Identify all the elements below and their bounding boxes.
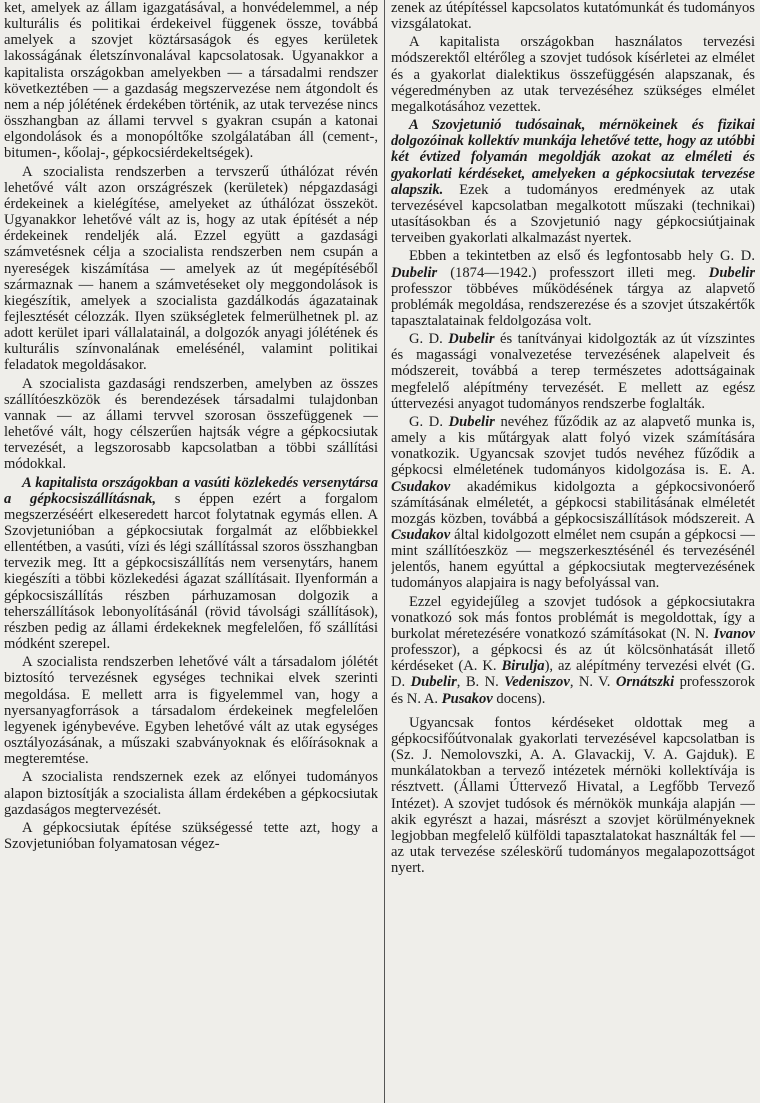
left-column [4, 0, 378, 1103]
body-text: zenek az útépítéssel kapcsolatos kutatómunkát és tudományos vizsgálatokat. [391, 0, 755, 33]
body-text: (1874—1942.) professzort illeti meg. [437, 264, 709, 281]
emphasis-text: Ivanov [713, 625, 755, 642]
body-text: Ezek a tudományos eredmények az utak tervezésével kapcsolatban megalkotott műszaki (technikai) utasításokban és a Szovjetunió nagy gépkocsiútjainak terveiben gyakorlati alkalmazást nyertek. [391, 181, 755, 247]
body-text: , N. V. [569, 674, 616, 691]
body-text: professzor), a gépkocsi és az út kölcsönhatását illető kérdéseket (A. K. [391, 642, 755, 675]
emphasis-text: Dubelir [448, 331, 495, 348]
emphasis-text: A Szovjetunió tudósainak, mérnökeinek és fizikai dolgozóinak kollektív munkája lehetővé tette, hogy az utóbbi két évtized folyamán megoldják azokat az elméleti és gyakorlati kérdéseket, amelyeken a gépkocsiutak tervezése alapszik. [391, 117, 755, 198]
right-column [391, 0, 755, 1103]
column-divider [384, 0, 385, 1103]
paragraph-r1 [391, 0, 755, 32]
paragraph-l3 [4, 376, 378, 473]
body-text: ket, amelyek az állam igazgatásával, a honvédelemmel, a nép kulturális és politikai érdekeivel függenek össze, továbbá amelyek a szovjet köztársaságok és egyes kerületek lakosságának életszínvonalával kapcsolatosak. Ugyanakkor a kapitalista országokban amelyekben — a társadalmi rendszer következtében — a gazdaság megszervezése nem átgondolt és nem a nép jólétének érdekében történik, az utak tervezése nincs összhangban az állami tervvel s gyakran csupán a katonai elgondolások és a monopóltőke szolgálatában áll (cement-, bitumen-, kőolaj-, gépkocsiérdekeltségek). [4, 0, 378, 162]
body-text: és tanítványai kidolgozták az út vízszintes és magassági vonalvezetése tervezésének alapelveit és módszereit, továbbá a terep természetes adottságainak megfelelő alépítmény tervezését. E mellett az egész úttervezési anyagot tudományos rendszerbe foglalták. [391, 331, 755, 412]
body-text: professzor többéves működésének tárgya az alapvető problémák megoldása, rendszerezése és a szovjet útszakértők tapasztalatainak feldolgozása volt. [391, 280, 755, 329]
body-text: által kidolgozott elmélet nem csupán a gépkocsi — mint szállítóeszköz — megszerkesztésénél és tervezésénél jelentős, hanem egyúttal a gépkocsiutak megtervezésének tudományos alapjaira is nagy befolyással van. [391, 527, 755, 592]
body-text: A gépkocsiutak építése szükségessé tette azt, hogy a Szovjetunióban folyamatosan végez- [4, 819, 378, 852]
paragraph-r3 [391, 117, 755, 246]
body-text: ), az alépítmény tervezési elvét (G. D. [391, 658, 755, 691]
emphasis-text: Dubelir [448, 413, 495, 430]
paragraph-r6 [391, 414, 755, 592]
body-text: , B. N. [456, 674, 505, 691]
body-text: akadémikus kidolgozta a gépkocsivonóerő számításának elméletét, a gépkocsi stabilitásának elméletét mozgás közben, továbbá a gépkocsiszállítások módszereit. A [391, 478, 755, 527]
body-text: Ebben a tekintetben az első és legfontosabb hely G. D. [409, 248, 755, 265]
body-text: G. D. [409, 331, 449, 348]
paragraph-l6 [4, 769, 378, 817]
paragraph-r5 [391, 331, 755, 412]
emphasis-text: Ornátszki [615, 674, 675, 691]
body-text: A szocialista rendszerben a tervszerű úthálózat révén lehetővé vált azon országrészek (kerületek) népgazdasági érdekeinek a kielégítése, amelyeket az úthálózat összeköt. Ugyanakkor lehetővé vált az is, hogy az utak építését a nép érdekeinek rendeljék alá. Ezzel együtt a gazdasági számvetésnek célja a szocialista rendszerben nem csupán a nyereségek kiszámítása — amelyek az út megépítéséből származnak — hanem a számvetéseket oly meggondolások is kiegészítik, amelyek a szocialista gazdálkodás ágazatainak fejlesztését célozzák. Ilyen szükségletek felmerülhetnek pl. az adott kerület ipari vállalatainál, a dolgozók anyagi jólétének és kulturális színvonalának emelésénél, valamint politikai feladatok megoldásakor. [4, 163, 378, 374]
paragraph-l7 [4, 820, 378, 852]
emphasis-text: Dubelir [708, 264, 755, 281]
paragraph-r2 [391, 34, 755, 115]
body-text: professzorok és N. A. [391, 674, 755, 707]
body-text: docens). [492, 690, 546, 707]
body-text: A szocialista rendszerben lehetővé vált a társadalom jólétét biztosító tervezésnek egységes technikai elvek szerinti megoldása. E mellett arra is figyelemmel van, hogy a nyersanyagforrások a társadalom érdekeinek megfelelően legyenek igénybevéve. Egyben lehetővé vált az utak egységes osztályozásának, a műszaki szabványoknak és előírásoknak a megteremtése. [4, 654, 378, 768]
emphasis-text: Pusakov [441, 690, 493, 707]
emphasis-text: A kapitalista országokban a vasúti közlekedés versenytársa a gépkocsiszállításnak, [4, 474, 378, 507]
body-text: Ugyancsak fontos kérdéseket oldottak meg a gépkocsifőútvonalak gyakorlati tervezésével kapcsolatban is (Sz. J. Nemolovszki, A. A. Glavackij, V. A. Gajduk). E munkálatokban a tervező intézetek mérnöki kollektívája is résztvett. (Állami Úttervező Hivatal, a Legfőbb Tervező Intézet). A szovjet tudósok és mérnökök munkája alapján — akik egyrészt a hazai, másrészt a szovjet körülményeknek legjobban megfelelő külföldi tapasztalatokat használták fel — az utak tervezése széleskörű tudományos megalapozottságot nyert. [391, 714, 755, 877]
emphasis-text: Birulja [501, 658, 545, 675]
body-text: nevéhez fűződik az az alapvető munka is, amely a kis műtárgyak alatt folyó vizek számítására vonatkozik. Ugyancsak szovjet tudós nevéhez fűződik a gépkocsi elméletének tudományos kidolgozása is. E. A. [391, 413, 755, 479]
paragraph-l1 [4, 0, 378, 162]
body-text: s éppen ezért a forgalom megszerzéséért elkeseredett harcot folytatnak egymás ellen. A Szovjetunióban a gépkocsiutak forgalmát az előbbiekkel ellentétben, a vasúti, vízi és légi szállítással szoros összhangban tervezik meg. Itt a gépkocsiszállítás nem versenytárs, hanem kiegészíti a többi közlekedési ágazat szállításait. Ilyenformán a gépkocsiszállítás részben párhuzamosan dolgozik a teherszállítások lebonyolításánál (rövid távolsági szállítások), részben pedig az állami érdekeknek megfelelően, fő szállítási módként szerepel. [4, 490, 378, 653]
emphasis-text: Dubelir [410, 674, 457, 691]
paragraph-l2 [4, 164, 378, 374]
emphasis-text: Csudakov [391, 527, 451, 543]
body-text: G. D. [409, 413, 449, 430]
paragraph-l5 [4, 654, 378, 767]
body-text: A kapitalista országokban használatos tervezési módszerektől eltérőleg a szovjet tudósok kísérletei az elmélet és a gyakorlat dialektikus összefüggésén alapszanak, és végeredményben az utak tervezéséhez szükséges elmélet megalkotásához vezettek. [391, 34, 755, 115]
paragraph-r7 [391, 594, 755, 707]
body-text: A szocialista rendszernek ezek az előnyei tudományos alapon biztosítják a szocialista állam érdekében a gépkocsiutak gazdaságos megtervezését. [4, 769, 378, 818]
emphasis-text: Csudakov [391, 478, 451, 495]
paragraph-r8 [391, 715, 755, 877]
body-text: A szocialista gazdasági rendszerben, amelyben az összes szállítóeszközök és berendezések társadalmi tulajdonban vannak — az állami tervvel szorosan összefüggenek — lehetővé vált, hogy célszerűen hajtsák végre a gépkocsiutak tervezését, a legszorosabb kapcsolatban a többi szállítási módokkal. [4, 375, 378, 473]
emphasis-text: Vedeniszov [504, 674, 570, 691]
paragraph-r4 [391, 248, 755, 329]
paragraph-l4 [4, 475, 378, 653]
emphasis-text: Dubelir [391, 264, 438, 281]
body-text: Ezzel egyidejűleg a szovjet tudósok a gépkocsiutakra vonatkozó sok más fontos problémát is megoldottak, így a burkolat méretezésére vonatkozó számításokat (N. N. [391, 593, 755, 642]
